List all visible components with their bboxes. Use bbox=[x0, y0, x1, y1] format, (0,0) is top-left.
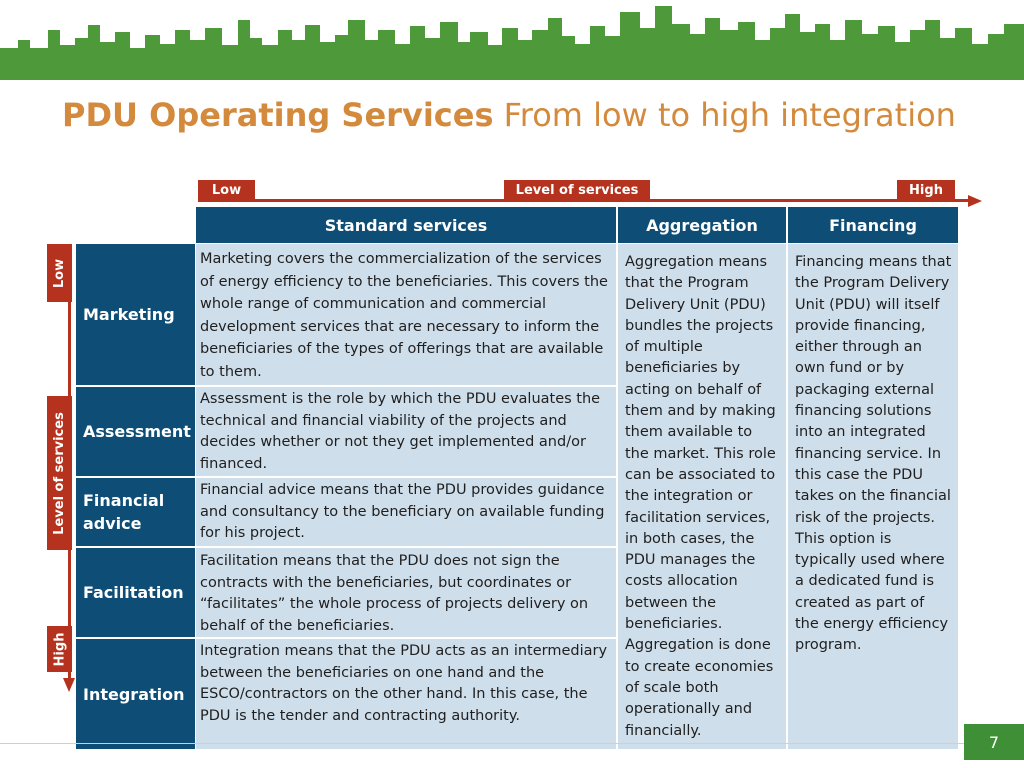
top-axis-high-label: High bbox=[897, 180, 955, 201]
title-light: From low to high integration bbox=[503, 96, 956, 134]
cell-financial-advice-description: Financial advice means that the PDU provides guidance and consultancy to the beneficiary on available funding for his project. bbox=[196, 478, 616, 546]
cell-integration-description: Integration means that the PDU acts as an intermediary between the beneficiaries on one hand and the ESCO/contractors on the other hand. In this case, the PDU is the tender and contracting authority. bbox=[196, 639, 616, 749]
row-header-facilitation: Facilitation bbox=[76, 548, 195, 637]
column-header-aggregation: Aggregation bbox=[618, 207, 786, 243]
row-header-marketing: Marketing bbox=[76, 244, 195, 385]
horizontal-arrowhead-icon bbox=[968, 195, 982, 207]
slide-title bbox=[62, 96, 956, 134]
cell-marketing-description: Marketing covers the commercialization of the services of energy efficiency to the beneficiaries. This covers the whole range of communication and commercial development services that are necessary to inform the beneficiaries of the types of offerings that are available to them. bbox=[196, 244, 616, 385]
title-bold: PDU Operating Services bbox=[62, 96, 494, 134]
footer-divider bbox=[0, 743, 964, 744]
left-axis-low-label: Low bbox=[47, 244, 72, 302]
row-header-assessment: Assessment bbox=[76, 387, 195, 476]
cell-aggregation-description: Aggregation means that the Program Delivery Unit (PDU) bundles the projects of multiple beneficiaries by acting on behalf of them and by making them available to the market. This role can be associated to the integration or facilitation services, in both cases, the PDU manages the costs allocation between the beneficiaries. Aggregation is done to create economies of scale both operationally and financially. bbox=[618, 244, 786, 749]
page-number: 7 bbox=[964, 724, 1024, 760]
vertical-arrowhead-icon bbox=[63, 678, 75, 692]
left-axis-high-label: High bbox=[47, 626, 72, 672]
row-header-integration: Integration bbox=[76, 639, 195, 749]
column-header-standard-services: Standard services bbox=[196, 207, 616, 243]
city-skyline-banner bbox=[0, 0, 1024, 80]
top-axis-low-label: Low bbox=[198, 180, 255, 201]
cell-assessment-description: Assessment is the role by which the PDU evaluates the technical and financial viability of the projects and decides whether or not they get implemented and/or financed. bbox=[196, 387, 616, 476]
left-axis-middle-label: Level of services bbox=[47, 396, 72, 550]
cell-facilitation-description: Facilitation means that the PDU does not sign the contracts with the beneficiaries, but coordinates or “facilitates” the whole process of projects delivery on behalf of the beneficiaries. bbox=[196, 548, 616, 637]
top-axis-middle-label: Level of services bbox=[504, 180, 650, 201]
row-header-financial-advice: Financial advice bbox=[76, 478, 195, 546]
column-header-financing: Financing bbox=[788, 207, 958, 243]
cell-financing-description: Financing means that the Program Delivery Unit (PDU) will itself provide financing, either through an own fund or by packaging external financing solutions into an integrated financing service. In this case the PDU takes on the financial risk of the projects. This option is typically used where a dedicated fund is created as part of the energy efficiency program. bbox=[788, 244, 958, 749]
